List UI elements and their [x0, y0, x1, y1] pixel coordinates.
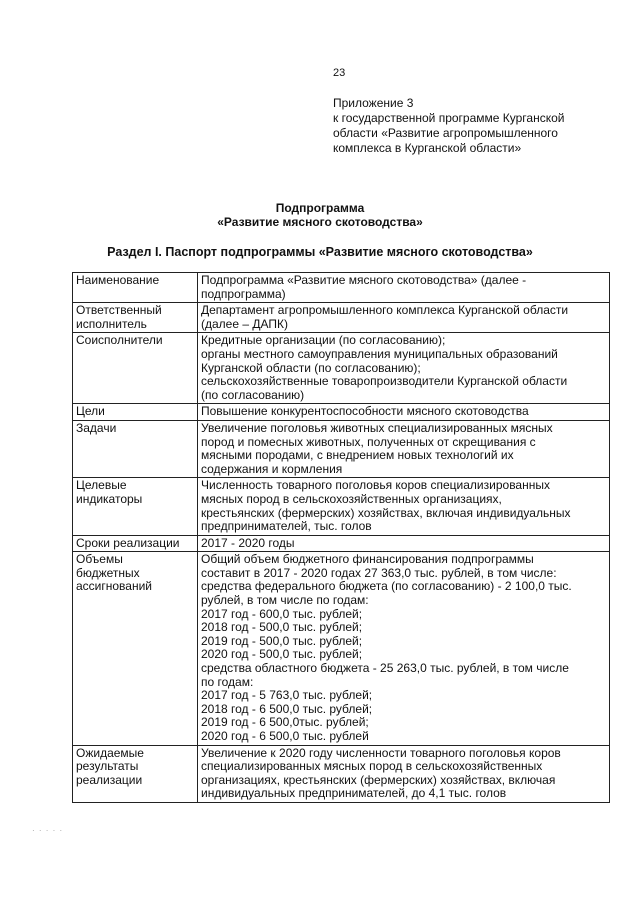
value-line: рублей, в том числе по годам:: [201, 593, 369, 608]
passport-row-label: [73, 273, 198, 303]
label-line: Наименование: [76, 273, 160, 287]
value-line: Увеличение поголовья животных специализированных мясных: [201, 420, 553, 435]
value-line: пород и помесных животных, полученных от скрещивания с: [201, 434, 536, 449]
appendix-line: области «Развитие агропромышленного: [333, 126, 558, 140]
label-line: реализации: [76, 772, 143, 787]
passport-row: [73, 420, 610, 477]
passport-row-label: [73, 745, 198, 802]
value-line: (далее – ДАПК): [201, 316, 288, 331]
label-line: Сроки реализации: [76, 535, 180, 550]
passport-row-label: [73, 535, 198, 552]
label-line: Ожидаемые: [76, 745, 144, 760]
passport-row: [73, 552, 610, 745]
label-line: бюджетных: [76, 565, 140, 580]
passport-row-value: [198, 745, 610, 802]
label-line: Объемы: [76, 552, 123, 567]
value-line: Численность товарного поголовья коров специализированных: [201, 478, 550, 493]
value-line: содержания и кормления: [201, 461, 343, 476]
value-line: органы местного самоуправления муниципальных образований: [201, 346, 558, 361]
passport-row-label: [73, 478, 198, 535]
label-line: Целевые: [76, 478, 127, 493]
passport-row-label: [73, 420, 198, 477]
passport-row-label: [73, 552, 198, 745]
passport-row-value: [198, 552, 610, 745]
value-line: 2019 год - 6 500,0тыс. рублей;: [201, 715, 369, 730]
value-line: 2020 год - 6 500,0 тыс. рублей: [201, 729, 369, 743]
value-line: составит в 2017 - 2020 годах 27 363,0 тыс. рублей, в том числе:: [201, 565, 557, 580]
appendix-line: к государственной программе Курганской: [333, 111, 565, 125]
passport-row: [73, 745, 610, 802]
value-line: подпрограмма): [201, 286, 286, 301]
label-line: Ответственный: [76, 303, 162, 318]
value-line: индивидуальных предпринимателей, до 4,1 тыс. голов: [201, 786, 507, 801]
passport-row-value: [198, 333, 610, 404]
passport-row-label: [73, 333, 198, 404]
value-line: (по согласованию): [201, 387, 305, 402]
subprogram-heading: Подпрограмма: [275, 201, 365, 215]
passport-row-value: [198, 478, 610, 535]
label-line: исполнитель: [76, 316, 147, 331]
value-line: Подпрограмма «Развитие мясного скотоводства» (далее -: [201, 273, 527, 287]
page-number: 23: [333, 67, 346, 79]
value-line: сельскохозяйственные товаропроизводители Курганской области: [201, 374, 568, 389]
value-line: 2018 год - 6 500,0 тыс. рублей;: [201, 701, 373, 716]
passport-table-body: [73, 273, 610, 803]
passport-row-value: [198, 273, 610, 303]
label-line: Цели: [76, 404, 105, 419]
value-line: Общий объем бюджетного финансирования подпрограммы: [201, 552, 534, 567]
appendix-note: [333, 96, 603, 156]
label-line: индикаторы: [76, 491, 143, 506]
value-line: специализированных мясных пород в сельскохозяйственных: [201, 759, 543, 774]
label-line: Соисполнители: [76, 333, 163, 348]
label-line: ассигнований: [76, 579, 153, 594]
value-line: мясными породами, с внедрением новых технологий их: [201, 448, 514, 463]
value-line: 2017 - 2020 годы: [201, 535, 295, 550]
passport-row: [73, 273, 610, 303]
value-line: Кредитные организации (по согласованию);: [201, 333, 446, 348]
value-line: 2017 год - 5 763,0 тыс. рублей;: [201, 688, 373, 703]
passport-row: [73, 535, 610, 552]
appendix-line: комплекса в Курганской области»: [333, 141, 522, 155]
passport-row-value: [198, 303, 610, 333]
value-line: 2017 год - 600,0 тыс. рублей;: [201, 606, 363, 621]
value-line: Курганской области (по согласованию);: [201, 360, 421, 375]
passport-row-value: [198, 535, 610, 552]
value-line: Увеличение к 2020 году численности товарного поголовья коров: [201, 745, 561, 760]
subprogram-name: «Развитие мясного скотоводства»: [217, 215, 423, 229]
passport-row: [73, 404, 610, 421]
label-line: Задачи: [76, 420, 117, 435]
value-line: средства областного бюджета - 25 263,0 тыс. рублей, в том числе: [201, 661, 569, 676]
passport-row-value: [198, 420, 610, 477]
label-line: результаты: [76, 759, 139, 774]
value-line: средства федерального бюджета (по согласованию) - 2 100,0 тыс.: [201, 579, 572, 594]
section-title: Раздел I. Паспорт подпрограммы «Развитие мясного скотоводства»: [107, 245, 533, 259]
value-line: Повышение конкурентоспособности мясного скотоводства: [201, 404, 529, 419]
passport-table: [72, 272, 610, 803]
value-line: по годам:: [201, 674, 254, 689]
passport-row-label: [73, 404, 198, 421]
passport-row-value: [198, 404, 610, 421]
passport-row: [73, 333, 610, 404]
appendix-line: Приложение 3: [333, 96, 414, 110]
value-line: 2020 год - 500,0 тыс. рублей;: [201, 647, 363, 662]
value-line: 2018 год - 500,0 тыс. рублей;: [201, 620, 363, 635]
passport-row: [73, 478, 610, 535]
scan-artifact: · · · · ·: [32, 826, 64, 835]
value-line: организациях, крестьянских (фермерских) хозяйствах, включая: [201, 772, 556, 787]
value-line: Департамент агропромышленного комплекса Курганской области: [201, 303, 569, 318]
passport-row-label: [73, 303, 198, 333]
value-line: крестьянских (фермерских) хозяйствах, включая индивидуальных: [201, 505, 571, 520]
value-line: 2019 год - 500,0 тыс. рублей;: [201, 633, 363, 648]
value-line: предпринимателей, тыс. голов: [201, 519, 372, 534]
passport-row: [73, 303, 610, 333]
value-line: мясных пород в сельскохозяйственных организациях,: [201, 491, 502, 506]
